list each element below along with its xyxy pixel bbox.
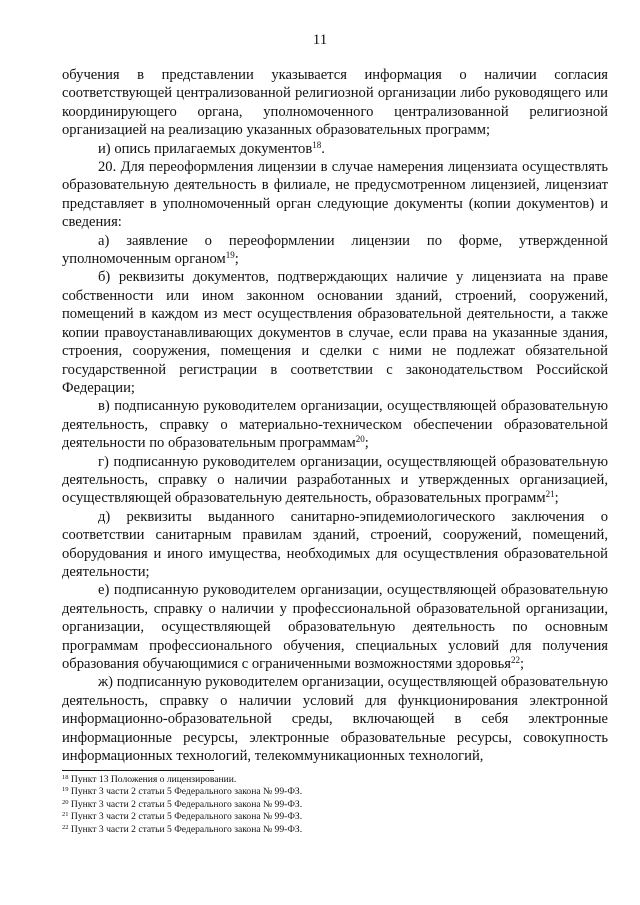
paragraph: 20. Для переоформления лицензии в случае намерения лицензиата осуществлять образовательную деятельность в филиале, не предусмотренном лицензией, лицензиат представляет в уполномоченный орган следующие документы (копии документов) и сведения: [62,159,608,231]
paragraph: в) подписанную руководителем организации, осуществляющей образовательную деятельность, справку о материально-техническом обеспечении образовательной деятельности по образовательным программам$^{20}$; [62,398,608,452]
footnote: $^{21}$ Пункт 3 части 2 статьи 5 Федерального закона № 99-ФЗ. [62,811,303,823]
footnote: $^{20}$ Пункт 3 части 2 статьи 5 Федерального закона № 99-ФЗ. [62,798,303,810]
footnote-ref: 20 [355,434,365,445]
footnote-ref: 18 [312,139,322,150]
paragraph: ж) подписанную руководителем организации, осуществляющей образовательную деятельность, справку о наличии условий для функционирования электронной информационно-образовательной среды, включающей в себя электронные информационные ресурсы, электронные образовательные ресурсы, совокупность информационных технологий, телекоммуникационных технологий, [62,674,608,765]
footnote-ref: 22 [511,655,520,665]
paragraph: д) реквизиты выданного санитарно-эпидемиологического заключения о соответствии санитарным правилам зданий, строений, сооружений, помещений, оборудования и иного имущества, необходимых для осуществления образовательной деятельности; [62,508,608,580]
footnotes [62,770,608,836]
footnote-divider [62,770,214,771]
footnote-ref: 21 [545,489,555,500]
paragraph: обучения в представлении указывается информация о наличии согласия соответствующей централизованной религиозной организации либо руководящего или координирующего органа, уполномоченного централизованной религиозной организацией на реализацию указанных образовательных программ; [62,67,608,139]
page-number: 11 [312,32,328,48]
footnote-ref: 19 [225,250,235,261]
paragraph: а) заявление о переоформлении лицензии по форме, утвержденной уполномоченным органом$^{19}$; [62,232,608,268]
footnote: $^{22}$ Пункт 3 части 2 статьи 5 Федерального закона № 99-ФЗ. [62,823,303,835]
paragraph: б) реквизиты документов, подтверждающих наличие у лицензиата на праве собственности или ином законном основании зданий, строений, сооружений, помещений в каждом из мест осуществления образовательной деятельности, а также копии правоустанавливающих документов в случае, если права на указанные здания, строения, сооружения, помещения и сделки с ними не подлежат обязательной государственной регистрации в соответствии с законодательством Российской Федерации; [62,269,608,396]
document-body [62,66,608,765]
paragraph: и) опись прилагаемых документов$^{18}$. [98,139,325,157]
paragraph: е) подписанную руководителем организации, осуществляющей образовательную деятельность, справку о наличии у профессиональной образовательной организации, организации, осуществляющей образовательную деятельность по основным программам профессионального обучения, специальных условий для получения образования обучающимися с ограниченными возможностями здоровья$^{22}$; [62,582,608,672]
footnote: $^{19}$ Пункт 3 части 2 статьи 5 Федерального закона № 99-ФЗ. [62,786,303,798]
footnote: $^{18}$ Пункт 13 Положения о лицензировании. [62,774,237,785]
paragraph: г) подписанную руководителем организации, осуществляющей образовательную деятельность, справку о наличии разработанных и утвержденных организацией, осуществляющей образовательную деятельность, образовательных программ$^{21}$; [62,453,608,507]
